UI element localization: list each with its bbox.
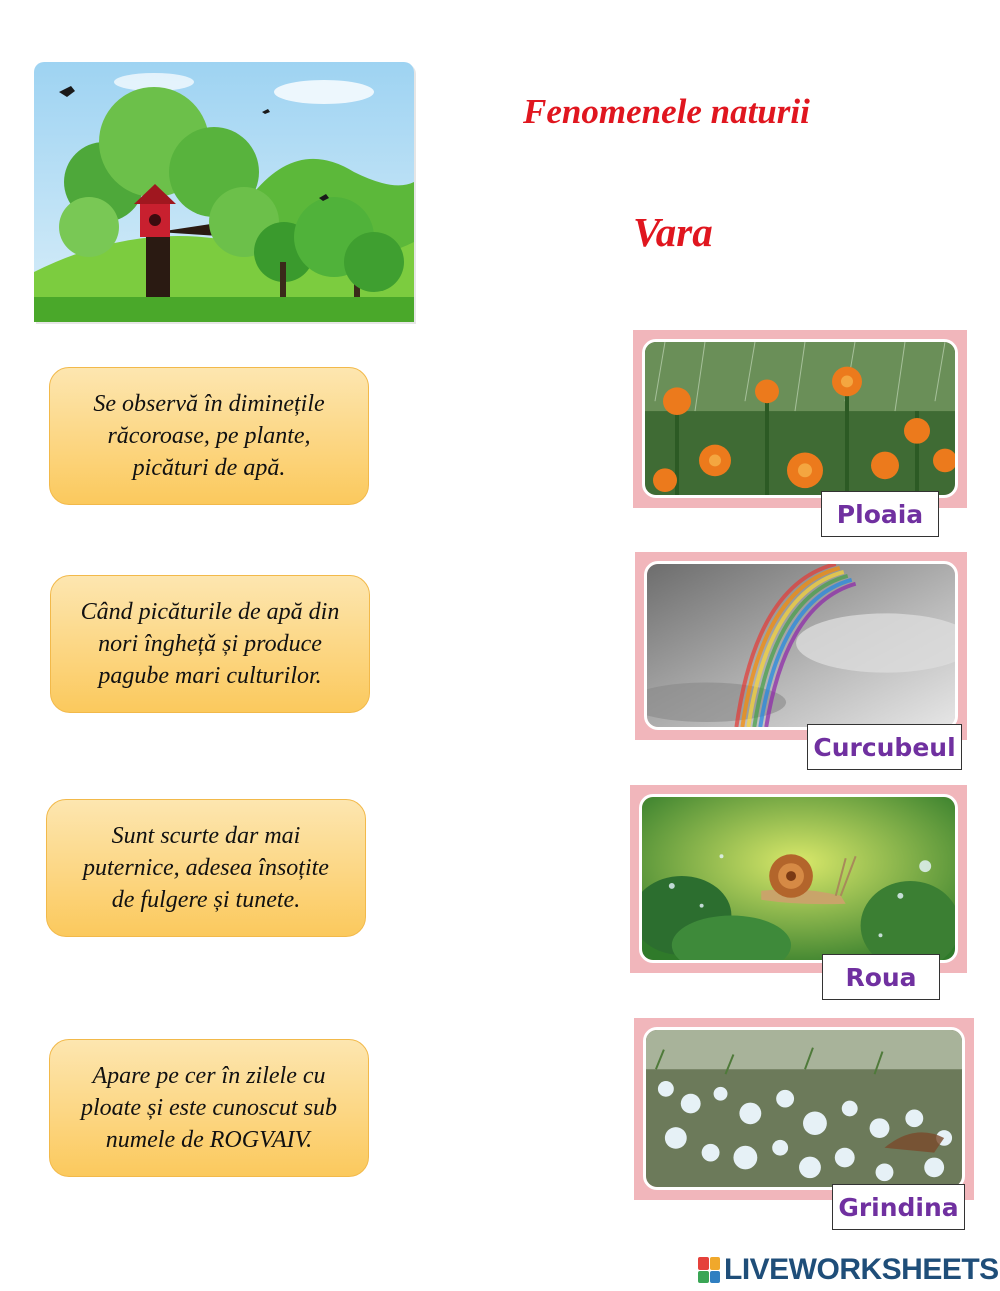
clue-text: Apare pe cer în zilele cu ploate și este cunoscut sub numele de ROGVAIV. (81, 1063, 337, 1153)
liveworksheets-logo-icon (698, 1257, 720, 1283)
page-subtitle: Vara (633, 209, 713, 255)
clue-box-2[interactable] (50, 575, 370, 713)
answer-text: Grindina (838, 1192, 959, 1222)
clue-box-4[interactable] (49, 1039, 369, 1177)
rainbow-icon (647, 564, 955, 727)
tree-landscape-icon (34, 62, 414, 322)
answer-label-roua[interactable] (822, 954, 940, 1000)
rainbow-photo (635, 552, 967, 740)
summer-tree-illustration (34, 62, 414, 322)
clue-text: Sunt scurte dar mai puternice, adesea însoțite de fulgere și tunete. (83, 823, 329, 913)
answer-text: Curcubeul (813, 732, 956, 762)
rain-flowers-icon (645, 342, 955, 495)
liveworksheets-logo[interactable] (698, 1254, 999, 1286)
answer-label-curcubeul[interactable] (807, 724, 962, 770)
clue-text: Când picăturile de apă din nori înghețǎ și produce pagube mari culturilor. (80, 599, 340, 689)
hail-icon (646, 1030, 962, 1187)
answer-text: Roua (845, 962, 917, 992)
brand-name: LIVEWORKSHEETS (724, 1253, 999, 1286)
dew-snail-icon (642, 797, 955, 960)
answer-label-grindina[interactable] (832, 1184, 965, 1230)
dew-snail-photo (630, 785, 967, 973)
clue-box-3[interactable] (46, 799, 366, 937)
rain-flowers-photo (633, 330, 967, 508)
answer-text: Ploaia (836, 499, 924, 529)
answer-label-ploaia[interactable] (821, 491, 939, 537)
page-title: Fenomenele naturii (523, 92, 810, 131)
hail-photo (634, 1018, 974, 1200)
clue-box-1[interactable] (49, 367, 369, 505)
clue-text: Se observă în diminețile răcoroase, pe plante, picături de apă. (93, 391, 325, 481)
